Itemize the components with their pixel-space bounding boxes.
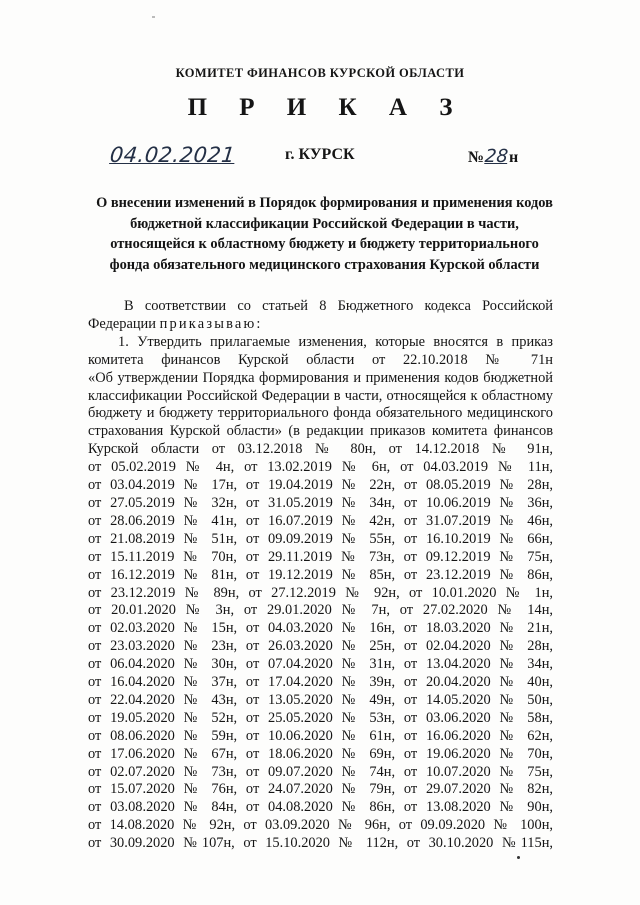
subject-line: относящейся к областному бюджету и бюджету территориального — [110, 236, 539, 252]
subject-line: бюджетной классификации Российской Федерации в части, — [130, 215, 519, 232]
body-line: «Об утверждении Порядка формирования и применения кодов бюджетной — [88, 369, 553, 386]
body-line: от 27.05.2019 № 32н, от 31.05.2019 № 34н, от 10.06.2019 № 36н, — [88, 494, 553, 511]
body-line: от 20.01.2020 № 3н, от 29.01.2020 № 7н, от 27.02.2020 № 14н, — [88, 602, 553, 619]
body-line: страхования Курской области» (в редакции приказов комитета финансов — [88, 423, 553, 440]
subject-line: О внесении изменений в Порядок формирования и применения кодов — [96, 195, 553, 211]
subject-line: фонда обязательного медицинского страхования Курской области — [109, 256, 540, 273]
body-text-spaced: приказываю: — [159, 315, 263, 332]
order-body — [88, 298, 553, 853]
body-line: от 17.06.2020 № 67н, от 18.06.2020 № 69н, от 19.06.2020 № 70н, — [88, 745, 553, 762]
body-line: В соответствии со статьей 8 Бюджетного кодекса Российской — [124, 298, 553, 314]
body-line: классификации Российской Федерации в части, относящейся к областному — [88, 387, 553, 404]
body-line: от 23.03.2020 № 23н, от 26.03.2020 № 25н, от 02.04.2020 № 28н, — [88, 638, 553, 655]
body-line: от 06.04.2020 № 30н, от 07.04.2020 № 31н, от 13.04.2020 № 34н, — [88, 656, 553, 673]
body-line: комитета финансов Курской области от 22.10.2018 № 71н — [88, 351, 553, 368]
body-line: от 02.07.2020 № 73н, от 09.07.2020 № 74н, от 10.07.2020 № 75н, — [88, 763, 553, 780]
body-line: от 16.12.2019 № 81н, от 19.12.2019 № 85н, от 23.12.2019 № 86н, — [88, 566, 553, 583]
body-line: от 22.04.2020 № 43н, от 13.05.2020 № 49н, от 14.05.2020 № 50н, — [88, 691, 553, 708]
body-line: от 28.06.2019 № 41н, от 16.07.2019 № 42н, от 31.07.2019 № 46н, — [88, 512, 553, 529]
body-line: от 15.11.2019 № 70н, от 29.11.2019 № 73н, от 09.12.2019 № 75н, — [88, 548, 553, 565]
number-sign: № — [468, 149, 485, 166]
body-line: от 21.08.2019 № 51н, от 09.09.2019 № 55н, от 16.10.2019 № 66н, — [88, 530, 553, 547]
order-title: П Р И К А З — [187, 94, 466, 121]
body-line: от 16.04.2020 № 37н, от 17.04.2020 № 39н, от 20.04.2020 № 40н, — [88, 674, 553, 691]
body-line: бюджету и бюджету территориального фонда обязательного медицинского — [88, 405, 553, 422]
city-label: г. КУРСК — [285, 146, 355, 163]
committee-header: КОМИТЕТ ФИНАНСОВ КУРСКОЙ ОБЛАСТИ — [175, 66, 465, 80]
body-line: от 30.09.2020 №107н, от 15.10.2020 № 112н, от 30.10.2020 №115н, — [88, 835, 553, 852]
handwritten-date: 04.02.2021 — [108, 143, 237, 167]
body-text: Федерации — [88, 315, 160, 332]
body-line: от 03.08.2020 № 84н, от 04.08.2020 № 86н, от 13.08.2020 № 90н, — [88, 799, 553, 816]
order-number — [468, 146, 518, 167]
item-1-head: 1. Утвердить прилагаемые изменения, которые вносятся в приказ — [118, 333, 553, 350]
body-line: от 14.08.2020 № 92н, от 03.09.2020 № 96н, от 09.09.2020 № 100н, — [88, 817, 553, 834]
body-line: от 08.06.2020 № 59н, от 10.06.2020 № 61н, от 16.06.2020 № 62н, — [88, 727, 553, 744]
handwritten-number: 28 — [483, 146, 510, 167]
body-line: от 05.02.2019 № 4н, от 13.02.2019 № 6н, от 04.03.2019 № 11н, — [88, 459, 553, 476]
body-line: от 15.07.2020 № 76н, от 24.07.2020 № 79н, от 29.07.2020 № 82н, — [88, 781, 553, 798]
body-line: от 02.03.2020 № 15н, от 04.03.2020 № 16н, от 18.03.2020 № 21н, — [88, 620, 553, 637]
body-lines — [88, 352, 553, 853]
scan-dot — [517, 856, 520, 859]
body-line: от 03.04.2019 № 17н, от 19.04.2019 № 22н, от 08.05.2019 № 28н, — [88, 477, 553, 494]
body-line: от 19.05.2020 № 52н, от 25.05.2020 № 53н, от 03.06.2020 № 58н, — [88, 709, 553, 726]
body-line: от 23.12.2019 № 89н, от 27.12.2019 № 92н, от 10.01.2020 № 1н, — [88, 584, 553, 601]
number-suffix: н — [508, 149, 519, 166]
scan-speck — [152, 16, 155, 18]
body-line — [88, 316, 553, 334]
body-line: Курской области от 03.12.2018 № 80н, от 14.12.2018 № 91н, — [88, 441, 553, 458]
order-subject — [72, 193, 577, 275]
